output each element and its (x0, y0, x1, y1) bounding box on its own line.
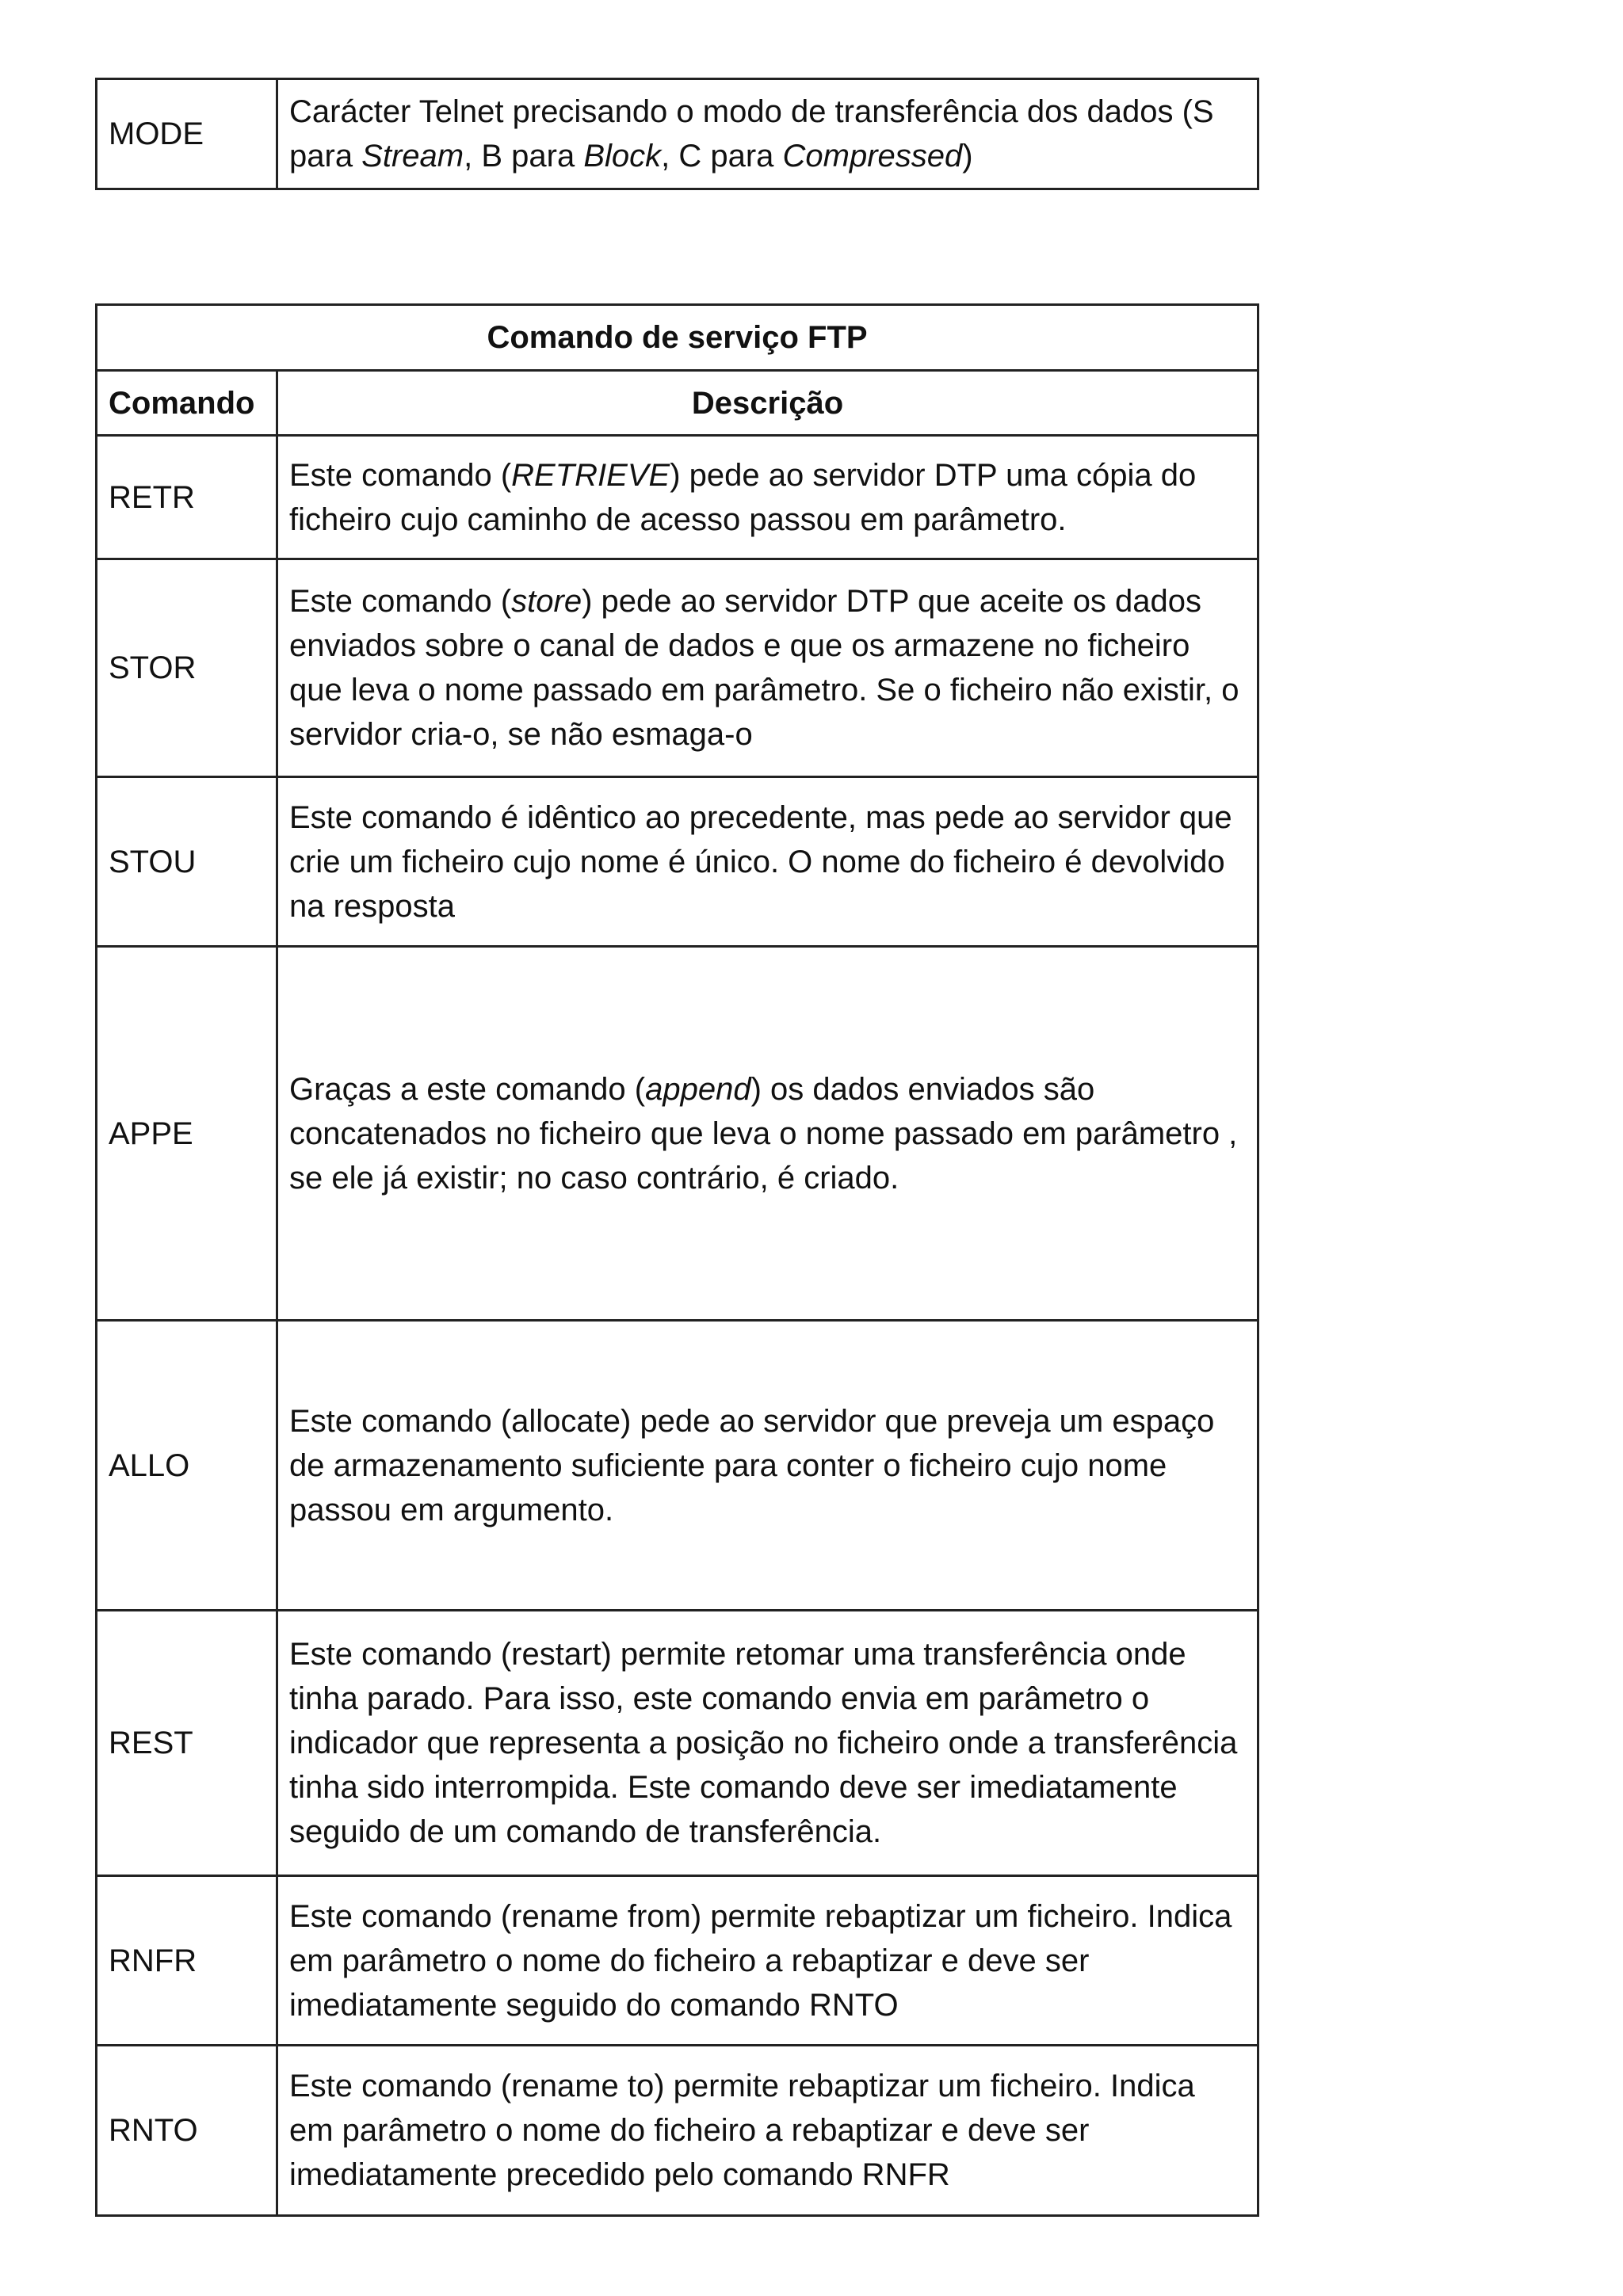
text-run: , B para (464, 139, 584, 174)
description-cell (277, 2046, 1258, 2216)
ftp-command-table (95, 303, 1259, 2217)
command-cell: RNFR (97, 1876, 277, 2046)
table-row (97, 559, 1258, 777)
text-run: Este comando é idêntico ao precedente, mas pede ao servidor que crie um ficheiro cujo nome é único. O nome do ficheiro é devolvido na resposta (289, 799, 1232, 924)
table-row (97, 436, 1258, 559)
description-cell (277, 1876, 1258, 2046)
text-run: Carácter Telnet precisando o modo de transferência dos dados (S para (289, 94, 1214, 174)
command-cell: MODE (97, 79, 277, 189)
text-run: Este comando (rename from) permite rebaptizar um ficheiro. Indica em parâmetro o nome do ficheiro a rebaptizar e deve ser imediatamente seguido do comando RNTO (289, 1898, 1232, 2023)
description-cell (277, 947, 1258, 1321)
text-run: Este comando (restart) permite retomar uma transferência onde tinha parado. Para isso, este comando envia em parâmetro o indicador que representa a posição no ficheiro onde a transferência tinha sido interrompida. Este comando deve ser imediatamente seguido de um comando de transferência. (289, 1637, 1238, 1849)
text-run: ) os dados enviados são concatenados no ficheiro que leva o nome passado em parâmetro , se ele já existir; no caso contrário, é criado. (289, 1071, 1238, 1196)
italic-term: Block (583, 139, 662, 174)
italic-term: Stream (361, 139, 464, 174)
text-run: ) pede ao servidor DTP que aceite os dados enviados sobre o canal de dados e que os armazene no ficheiro que leva o nome passado em parâmetro. Se o ficheiro não existir, o servidor cria-o, se não esmaga-o (289, 584, 1239, 752)
italic-term: append (645, 1071, 751, 1107)
description-cell (277, 1611, 1258, 1876)
table-header-row (97, 371, 1258, 436)
table-row (97, 777, 1258, 947)
italic-term: store (511, 584, 582, 619)
table-row (97, 1611, 1258, 1876)
text-run: Este comando ( (289, 457, 512, 493)
command-cell: RETR (97, 436, 277, 559)
text-run: Graças a este comando ( (289, 1071, 646, 1107)
table-row (97, 1321, 1258, 1611)
command-cell: APPE (97, 947, 277, 1321)
command-cell: STOR (97, 559, 277, 777)
table-row (97, 2046, 1258, 2216)
command-cell: REST (97, 1611, 277, 1876)
text-run: ) pede ao servidor DTP uma cópia do ficheiro cujo caminho de acesso passou em parâmetro. (289, 457, 1197, 537)
command-cell: STOU (97, 777, 277, 947)
command-cell: RNTO (97, 2046, 277, 2216)
description-cell (277, 1321, 1258, 1611)
text-run: Este comando (rename to) permite rebaptizar um ficheiro. Indica em parâmetro o nome do ficheiro a rebaptizar e deve ser imediatamente precedido pelo comando RNFR (289, 2069, 1195, 2192)
table-title: Comando de serviço FTP (97, 305, 1258, 371)
text-run: , C para (661, 139, 783, 174)
mode-table (95, 78, 1259, 190)
italic-term: RETRIEVE (511, 457, 670, 493)
italic-term: Compressed (782, 139, 963, 174)
description-cell (277, 79, 1258, 189)
table-row (97, 947, 1258, 1321)
column-header-description: Descrição (277, 371, 1258, 436)
command-cell: ALLO (97, 1321, 277, 1611)
text-run: Este comando (allocate) pede ao servidor que preveja um espaço de armazenamento suficiente para conter o ficheiro cujo nome passou em argumento. (289, 1403, 1215, 1527)
table-row (97, 79, 1258, 189)
description-cell (277, 559, 1258, 777)
text-run: ) (962, 139, 973, 174)
description-cell (277, 777, 1258, 947)
description-cell (277, 436, 1258, 559)
table-title-row (97, 305, 1258, 371)
text-run: Este comando ( (289, 584, 512, 619)
table-row (97, 1876, 1258, 2046)
table-body (97, 436, 1258, 2216)
column-header-command: Comando (97, 371, 277, 436)
